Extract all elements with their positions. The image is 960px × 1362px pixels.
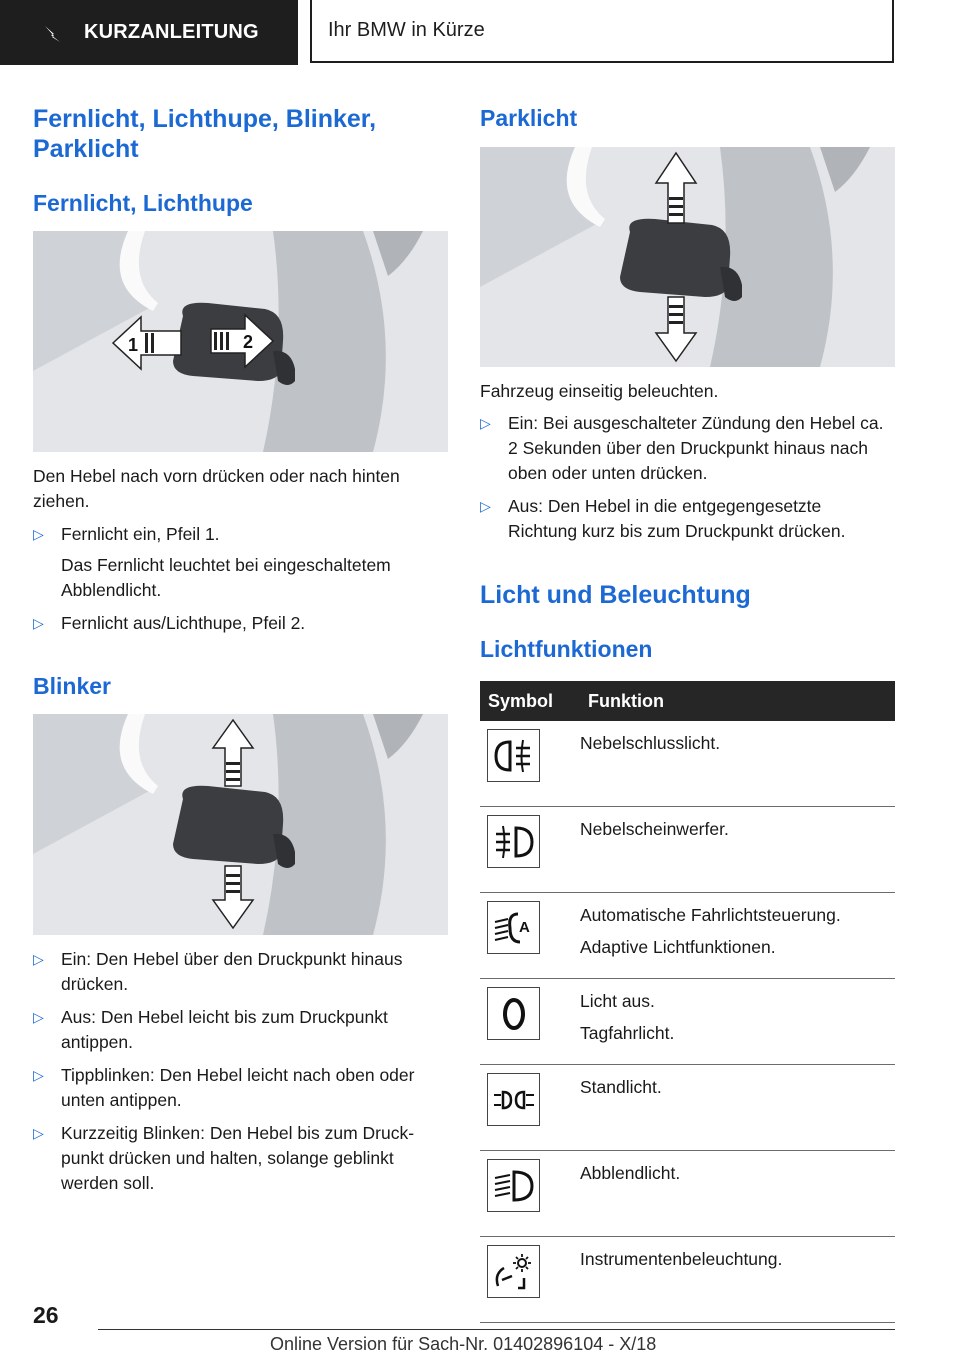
table-row [480, 1237, 895, 1323]
chapter-tab[interactable] [0, 0, 298, 65]
function-text: Automatische Fahrlichtsteuerung. [580, 905, 841, 925]
table-row [480, 1151, 895, 1237]
list-item: ▷ Kurzzeitig Blinken: Den Hebel bis zum Druck-punkt drücken und halten, solange geblinkt werden soll. [33, 1123, 415, 1193]
list-item: ▷ Aus: Den Hebel leicht bis zum Druckpunkt antippen. [33, 1007, 388, 1052]
list-item: ▷ Ein: Den Hebel über den Druckpunkt hinaus drücken. [33, 949, 403, 994]
auto-headlight-icon [492, 908, 536, 948]
instrument-lighting-icon [492, 1252, 536, 1292]
svg-text:A: A [518, 918, 530, 936]
heading-lichtfunktionen: Lichtfunktionen [480, 636, 653, 662]
car-lightning-icon [42, 22, 64, 44]
table-row [480, 979, 895, 1065]
bullet-icon: ▷ [33, 1125, 44, 1141]
heading-parklicht: Parklicht [480, 105, 578, 131]
arrow-label-1: 1 [128, 335, 139, 355]
list-high-beam [33, 522, 448, 644]
list-item: ▷ Ein: Bei ausgeschalteter Zündung den Hebel ca. 2 Sekunden über den Druckpunkt hinaus nach oben oder unten drücken. [480, 413, 884, 483]
paragraph-high-beam: Den Hebel nach vorn drücken oder nach hinten ziehen. [33, 466, 400, 511]
function-text: Adaptive Lichtfunktionen. [580, 937, 776, 957]
table-row [480, 721, 895, 807]
page-number: 26 [33, 1302, 59, 1328]
list-item-note: Das Fernlicht leuchtet bei eingeschaltetem Abblendlicht. [61, 555, 391, 600]
bullet-icon: ▷ [480, 415, 491, 431]
bullet-icon: ▷ [33, 1009, 44, 1025]
light-functions-table [480, 681, 895, 1323]
function-text: Abblendlicht. [580, 1163, 681, 1183]
section-header [310, 0, 894, 63]
list-blinker [33, 947, 448, 1204]
bullet-icon: ▷ [480, 498, 491, 514]
parking-light-icon [492, 1080, 536, 1120]
heading-blinker: Blinker [33, 673, 111, 699]
column-header-function: Funktion [580, 681, 895, 721]
table-row [480, 893, 895, 979]
table-row [480, 807, 895, 893]
bullet-icon: ▷ [33, 526, 44, 542]
column-header-symbol: Symbol [480, 681, 580, 721]
figure-high-beam-lever [33, 231, 448, 452]
figure-parking-light-lever [480, 147, 895, 367]
paragraph-parking: Fahrzeug einseitig beleuchten. [480, 381, 719, 401]
footer-divider [98, 1329, 895, 1330]
bullet-icon: ▷ [33, 615, 44, 631]
front-fog-light-icon [492, 822, 536, 862]
table-header-row [480, 681, 895, 721]
function-text: Licht aus. [580, 991, 655, 1011]
page-title: Fernlicht, Lichthupe, Blinker, Parklicht [33, 105, 377, 163]
low-beam-icon [492, 1166, 536, 1206]
bullet-icon: ▷ [33, 1067, 44, 1083]
function-text: Nebelschlusslicht. [580, 733, 721, 753]
heading-licht-beleuchtung: Licht und Beleuchtung [480, 581, 751, 609]
list-item: ▷ Aus: Den Hebel in die entgegengesetzte Richtung kurz bis zum Druckpunkt drücken. [480, 496, 846, 541]
list-parking [480, 411, 895, 552]
rear-fog-light-icon [492, 736, 536, 776]
list-item: ▷ Fernlicht ein, Pfeil 1. Das Fernlicht leuchtet bei eingeschaltetem Abblendlicht. [33, 522, 448, 603]
function-text: Standlicht. [580, 1077, 662, 1097]
lights-off-icon [492, 994, 536, 1034]
bullet-icon: ▷ [33, 951, 44, 967]
footer-text: Online Version für Sach-Nr. 01402896104 - X/18 [270, 1334, 657, 1354]
figure-turn-signal-lever [33, 714, 448, 935]
chapter-label: KURZANLEITUNG [84, 21, 259, 43]
function-text: Tagfahrlicht. [580, 1023, 675, 1043]
list-item: ▷ Tippblinken: Den Hebel leicht nach oben oder unten antippen. [33, 1065, 415, 1110]
table-row [480, 1065, 895, 1151]
heading-fernlicht: Fernlicht, Lichthupe [33, 190, 253, 216]
function-text: Nebelscheinwerfer. [580, 819, 729, 839]
list-item: ▷ Fernlicht aus/Lichthupe, Pfeil 2. [33, 611, 448, 636]
section-label: Ihr BMW in Kürze [328, 19, 485, 41]
arrow-label-2: 2 [243, 332, 254, 352]
function-text: Instrumentenbeleuchtung. [580, 1249, 783, 1269]
